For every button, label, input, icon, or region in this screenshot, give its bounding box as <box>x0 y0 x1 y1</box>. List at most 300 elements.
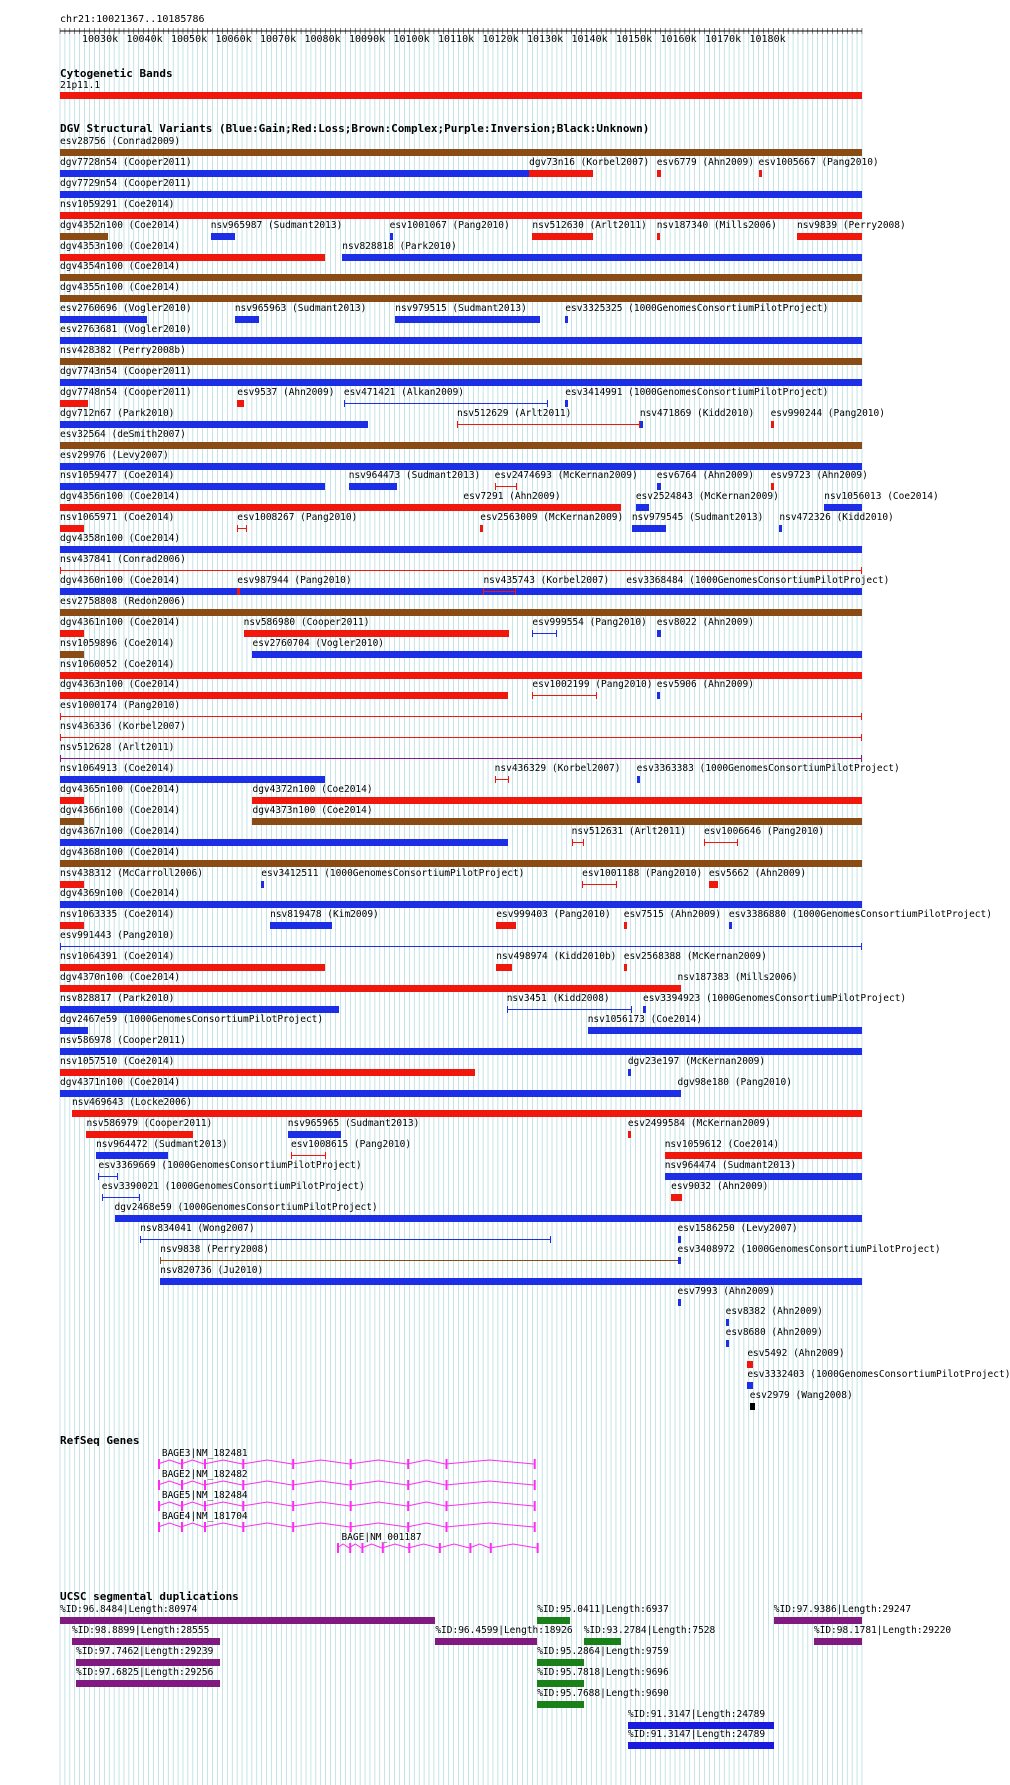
sv-bar[interactable] <box>60 254 325 261</box>
sv-label[interactable]: esv28756 (Conrad2009) <box>60 136 181 147</box>
sv-bar[interactable] <box>60 946 862 947</box>
sv-bar[interactable] <box>496 964 511 971</box>
sv-label[interactable]: dgv4372n100 (Coe2014) <box>252 783 373 795</box>
gene-label[interactable]: BAGE|NM_001187 <box>341 1532 422 1543</box>
sv-bar[interactable] <box>628 1131 631 1138</box>
sv-label[interactable]: esv5662 (Ahn2009) <box>708 867 807 879</box>
sv-bar[interactable] <box>759 170 762 177</box>
sv-bar-cap <box>98 1173 99 1180</box>
sv-label[interactable]: dgv4370n100 (Coe2014) <box>60 972 181 983</box>
sv-bar[interactable] <box>60 358 862 365</box>
sv-bar[interactable] <box>60 400 88 407</box>
sv-label[interactable]: nsv1056173 (Coe2014) <box>587 1013 703 1025</box>
sv-bar[interactable] <box>60 191 862 198</box>
sv-bar[interactable] <box>665 1173 862 1180</box>
sv-label[interactable]: esv29976 (Levy2007) <box>60 449 169 461</box>
sv-bar[interactable] <box>60 379 862 386</box>
sv-label[interactable]: nsv828817 (Park2010) <box>60 992 175 1004</box>
sv-bar[interactable] <box>60 570 862 571</box>
sv-bar[interactable] <box>582 884 617 885</box>
sv-label[interactable]: esv3368484 (1000GenomesConsortiumPilotProject) <box>626 574 890 586</box>
sv-bar[interactable] <box>160 1278 862 1285</box>
sv-bar[interactable] <box>60 1048 862 1055</box>
sv-bar[interactable] <box>60 860 862 867</box>
sv-bar[interactable] <box>643 1006 646 1013</box>
sv-bar[interactable] <box>532 233 593 240</box>
sv-bar[interactable] <box>824 504 862 511</box>
sv-bar[interactable] <box>60 797 84 804</box>
sv-label[interactable]: esv5906 (Ahn2009) <box>656 679 754 691</box>
sv-bar[interactable] <box>657 630 661 637</box>
sv-bar[interactable] <box>235 316 259 323</box>
sv-bar[interactable] <box>211 233 235 240</box>
segdup-label[interactable]: %ID:95.2864|Length:9759 <box>537 1645 669 1657</box>
sv-label[interactable]: esv1002199 (Pang2010) <box>532 679 653 691</box>
segdup-bar[interactable] <box>537 1659 584 1666</box>
sv-bar[interactable] <box>60 274 862 281</box>
cytoband-label[interactable]: 21p11.1 <box>60 80 101 91</box>
sv-bar[interactable] <box>60 1090 678 1097</box>
sv-bar[interactable] <box>60 233 108 240</box>
segdup-bar[interactable] <box>814 1638 862 1645</box>
sv-label[interactable]: dgv7728n54 (Cooper2011) <box>60 156 192 168</box>
sv-bar[interactable] <box>657 692 660 699</box>
sv-bar[interactable] <box>60 483 325 490</box>
gene-label[interactable]: BAGE5|NM_182484 <box>161 1490 248 1501</box>
sv-label[interactable]: nsv436336 (Korbel2007) <box>60 721 186 733</box>
segdup-bar[interactable] <box>60 1617 435 1624</box>
sv-label[interactable]: dgv4358n100 (Coe2014) <box>60 533 181 545</box>
segdup-label[interactable]: %ID:98.1781|Length:29220 <box>813 1624 952 1636</box>
sv-bar[interactable] <box>771 483 774 490</box>
segdup-label[interactable]: %ID:97.9386|Length:29247 <box>773 1604 912 1615</box>
sv-bar[interactable] <box>636 504 650 511</box>
sv-label[interactable]: esv3363383 (1000GenomesConsortiumPilotProject) <box>636 763 900 774</box>
sv-bar[interactable] <box>771 421 774 428</box>
sv-label[interactable]: dgv4354n100 (Coe2014) <box>60 261 181 273</box>
sv-label[interactable]: nsv965987 (Sudmant2013) <box>210 219 343 231</box>
sv-label[interactable]: nsv819478 (Kim2009) <box>270 909 379 921</box>
sv-bar[interactable] <box>678 1257 681 1264</box>
sv-label[interactable]: dgv4363n100 (Coe2014) <box>60 679 181 691</box>
sv-label[interactable]: dgv4361n100 (Coe2014) <box>60 616 181 628</box>
sv-label[interactable]: dgv2468e59 (1000GenomesConsortiumPilotProject) <box>114 1201 378 1213</box>
sv-bar[interactable] <box>160 1260 680 1261</box>
segdup-label[interactable]: %ID:93.2784|Length:7528 <box>583 1624 716 1636</box>
sv-bar[interactable] <box>588 1027 862 1034</box>
sv-bar[interactable] <box>60 1027 88 1034</box>
sv-bar[interactable] <box>678 985 681 992</box>
sv-label[interactable]: esv1008615 (Pang2010) <box>290 1139 412 1151</box>
gene-exon <box>204 1522 206 1532</box>
sv-bar[interactable] <box>60 609 862 616</box>
sv-label[interactable]: esv2763681 (Vogler2010) <box>60 324 192 336</box>
sv-bar[interactable] <box>60 922 84 929</box>
sv-bar[interactable] <box>60 525 84 532</box>
sv-label[interactable]: dgv2467e59 (1000GenomesConsortiumPilotProject) <box>60 1013 324 1025</box>
sv-bar[interactable] <box>237 400 244 407</box>
sv-label[interactable]: esv6764 (Ahn2009) <box>656 470 754 482</box>
sv-bar[interactable] <box>640 421 643 428</box>
segdup-label[interactable]: %ID:95.7818|Length:9696 <box>537 1666 669 1678</box>
sv-label[interactable]: dgv4352n100 (Coe2014) <box>60 219 181 231</box>
segdup-bar[interactable] <box>584 1638 622 1645</box>
sv-bar[interactable] <box>60 630 84 637</box>
sv-bar[interactable] <box>726 1340 729 1347</box>
sv-bar[interactable] <box>60 170 529 177</box>
segdup-bar[interactable] <box>628 1742 774 1749</box>
sv-bar[interactable] <box>678 1299 681 1306</box>
sv-bar[interactable] <box>532 695 597 696</box>
sv-bar[interactable] <box>342 254 862 261</box>
sv-label[interactable]: esv7291 (Ahn2009) <box>463 491 561 503</box>
sv-label[interactable]: nsv586979 (Cooper2011) <box>86 1118 213 1130</box>
sv-label[interactable]: esv2758808 (Redon2006) <box>60 595 186 607</box>
segdup-bar[interactable] <box>628 1722 774 1729</box>
sv-label[interactable]: nsv964473 (Sudmant2013) <box>348 470 481 482</box>
sv-label[interactable]: dgv712n67 (Park2010) <box>60 407 175 419</box>
gene-label[interactable]: BAGE2|NM_182482 <box>161 1469 248 1480</box>
sv-bar[interactable] <box>60 546 862 553</box>
sv-label[interactable]: esv2474693 (McKernan2009) <box>494 470 638 482</box>
sv-bar[interactable] <box>529 170 593 177</box>
sv-label[interactable]: esv2499584 (McKernan2009) <box>627 1118 771 1130</box>
sv-label[interactable]: dgv4368n100 (Coe2014) <box>60 846 181 858</box>
sv-bar[interactable] <box>624 964 627 971</box>
sv-label[interactable]: nsv586978 (Cooper2011) <box>60 1034 186 1046</box>
sv-bar[interactable] <box>115 1215 862 1222</box>
segdup-bar[interactable] <box>537 1617 570 1624</box>
sv-bar[interactable] <box>678 1236 681 1243</box>
sv-label[interactable]: nsv1059291 (Coe2014) <box>60 198 175 210</box>
sv-label[interactable]: dgv23e197 (McKernan2009) <box>627 1055 766 1067</box>
sv-bar[interactable] <box>344 403 548 404</box>
sv-bar[interactable] <box>628 1069 631 1076</box>
gene-exon <box>204 1459 206 1469</box>
sv-label[interactable]: esv3414991 (1000GenomesConsortiumPilotProject) <box>565 386 829 398</box>
gene-exon <box>534 1480 536 1490</box>
sv-bar[interactable] <box>60 1069 475 1076</box>
sv-bar[interactable] <box>60 881 84 888</box>
sv-label[interactable]: nsv187383 (Mills2006) <box>677 972 798 983</box>
sv-label[interactable]: nsv428382 (Perry2008b) <box>60 345 186 356</box>
sv-bar[interactable] <box>671 1194 681 1201</box>
sv-label[interactable]: esv1586250 (Levy2007) <box>677 1222 798 1234</box>
sv-bar[interactable] <box>457 424 640 425</box>
sv-bar[interactable] <box>60 964 325 971</box>
sv-bar[interactable] <box>60 212 862 219</box>
sv-bar[interactable] <box>60 692 508 699</box>
gene-exon <box>350 1522 352 1532</box>
sv-label[interactable]: esv1001188 (Pang2010) <box>582 867 703 879</box>
sv-bar[interactable] <box>252 818 862 825</box>
sv-bar[interactable] <box>678 1090 681 1097</box>
sv-bar[interactable] <box>496 922 515 929</box>
sv-label[interactable]: nsv1060052 (Coe2014) <box>60 658 175 670</box>
sv-bar[interactable] <box>390 233 393 240</box>
sv-label[interactable]: esv1008267 (Pang2010) <box>237 512 358 524</box>
segdup-label[interactable]: %ID:97.6825|Length:29256 <box>76 1666 214 1678</box>
sv-bar[interactable] <box>60 776 325 783</box>
sv-label[interactable]: esv7993 (Ahn2009) <box>677 1285 775 1297</box>
segdup-bar[interactable] <box>537 1680 584 1687</box>
sv-bar[interactable] <box>72 1110 862 1117</box>
sv-label[interactable]: nsv979515 (Sudmant2013) <box>395 303 527 315</box>
sv-bar[interactable] <box>665 1152 862 1159</box>
sv-bar[interactable] <box>729 922 732 929</box>
sv-bar[interactable] <box>60 985 678 992</box>
sv-label[interactable]: esv3386880 (1000GenomesConsortiumPilotProject) <box>728 909 992 921</box>
sv-label[interactable]: nsv437841 (Conrad2006) <box>60 554 186 565</box>
sv-label[interactable]: esv3390021 (1000GenomesConsortiumPilotProject) <box>101 1181 365 1192</box>
ruler-tick-label: 10120k <box>482 34 519 45</box>
sv-label[interactable]: esv999554 (Pang2010) <box>532 616 647 628</box>
gene-label[interactable]: BAGE3|NM_182481 <box>161 1448 248 1459</box>
sv-label[interactable]: dgv7743n54 (Cooper2011) <box>60 365 192 377</box>
sv-label[interactable]: esv1001067 (Pang2010) <box>389 219 510 231</box>
sv-label[interactable]: nsv1059477 (Coe2014) <box>60 470 175 482</box>
sv-label[interactable]: nsv586980 (Cooper2011) <box>243 616 370 628</box>
segdup-label[interactable]: %ID:98.8899|Length:28555 <box>72 1624 210 1636</box>
sv-label[interactable]: nsv965965 (Sudmant2013) <box>287 1118 420 1130</box>
sv-bar[interactable] <box>60 421 368 428</box>
sv-bar[interactable] <box>60 463 862 470</box>
sv-bar[interactable] <box>60 901 862 908</box>
sv-bar[interactable] <box>60 442 862 449</box>
sv-label[interactable]: esv6779 (Ahn2009) <box>656 156 754 168</box>
sv-bar[interactable] <box>624 922 627 929</box>
sv-label[interactable]: dgv4371n100 (Coe2014) <box>60 1076 181 1088</box>
segdup-bar[interactable] <box>435 1638 537 1645</box>
segdup-bar[interactable] <box>774 1617 862 1624</box>
sv-bar[interactable] <box>626 588 629 595</box>
sv-bar[interactable] <box>60 651 84 658</box>
sv-label[interactable]: esv991443 (Pang2010) <box>60 930 175 942</box>
sv-label[interactable]: esv2760696 (Vogler2010) <box>60 303 192 315</box>
sv-bar[interactable] <box>726 1319 729 1326</box>
gene-exon <box>350 1459 352 1469</box>
sv-bar[interactable] <box>349 483 397 490</box>
sv-label[interactable]: dgv73n16 (Korbel2007) <box>529 156 650 168</box>
sv-label[interactable]: nsv471869 (Kidd2010) <box>639 407 755 419</box>
segdup-bar[interactable] <box>76 1659 220 1666</box>
sv-label[interactable]: nsv1059896 (Coe2014) <box>60 637 175 649</box>
sv-bar[interactable] <box>480 525 483 532</box>
sv-bar[interactable] <box>60 716 862 717</box>
sv-label[interactable]: nsv1064913 (Coe2014) <box>60 763 175 774</box>
sv-label[interactable]: nsv438312 (McCarroll2006) <box>60 867 203 879</box>
sv-label[interactable]: nsv472326 (Kidd2010) <box>779 512 894 524</box>
sv-bar[interactable] <box>261 881 264 888</box>
segdup-label[interactable]: %ID:95.7688|Length:9690 <box>537 1687 669 1699</box>
sv-label[interactable]: nsv964472 (Sudmant2013) <box>96 1139 228 1151</box>
sv-bar[interactable] <box>60 758 862 759</box>
sv-label[interactable]: esv32564 (deSmith2007) <box>60 428 186 440</box>
sv-bar[interactable] <box>60 337 862 344</box>
segdup-bar[interactable] <box>537 1701 584 1708</box>
sv-bar[interactable] <box>270 922 332 929</box>
sv-label[interactable]: esv9537 (Ahn2009) <box>237 386 335 398</box>
sv-bar[interactable] <box>495 779 509 780</box>
sv-label[interactable]: esv1000174 (Pang2010) <box>60 700 181 712</box>
sv-label[interactable]: dgv4360n100 (Coe2014) <box>60 574 181 586</box>
sv-label[interactable]: esv3394923 (1000GenomesConsortiumPilotProject) <box>643 992 907 1004</box>
sv-label[interactable]: dgv98e180 (Pang2010) <box>677 1076 792 1088</box>
sv-bar[interactable] <box>797 233 862 240</box>
sv-label[interactable]: nsv512630 (Arlt2011) <box>532 219 647 231</box>
sv-label[interactable]: esv2563009 (McKernan2009) <box>480 512 624 524</box>
sv-label[interactable]: esv8022 (Ahn2009) <box>656 616 754 628</box>
sv-bar[interactable] <box>637 776 640 783</box>
sv-bar[interactable] <box>657 233 660 240</box>
segdup-label[interactable]: %ID:97.7462|Length:29239 <box>76 1645 214 1657</box>
sv-label[interactable]: nsv964474 (Sudmant2013) <box>664 1160 797 1172</box>
gene-model[interactable] <box>337 1542 545 1554</box>
sv-label[interactable]: nsv436329 (Korbel2007) <box>494 763 621 774</box>
sv-bar[interactable] <box>565 400 568 407</box>
sv-bar[interactable] <box>60 588 862 595</box>
gene-exon <box>537 1543 539 1553</box>
sv-bar[interactable] <box>779 525 782 532</box>
sv-label[interactable]: nsv820736 (Ju2010) <box>160 1264 264 1276</box>
sv-bar[interactable] <box>704 842 738 843</box>
sv-bar[interactable] <box>60 316 147 323</box>
sv-bar[interactable] <box>395 316 539 323</box>
sv-label[interactable]: esv2979 (Wang2008) <box>749 1390 853 1401</box>
sv-label[interactable]: nsv1064391 (Coe2014) <box>60 951 175 963</box>
sv-label[interactable]: esv9032 (Ahn2009) <box>671 1181 769 1192</box>
sv-label[interactable]: nsv9838 (Perry2008) <box>160 1243 269 1255</box>
sv-bar[interactable] <box>86 1131 193 1138</box>
sv-bar[interactable] <box>102 1197 140 1198</box>
sv-bar[interactable] <box>463 504 469 511</box>
sv-label[interactable]: esv1005667 (Pang2010) <box>758 156 879 168</box>
sv-label[interactable]: esv3412511 (1000GenomesConsortiumPilotProject) <box>261 867 525 879</box>
sv-label[interactable]: nsv828818 (Park2010) <box>342 240 457 252</box>
sv-bar[interactable] <box>244 630 509 637</box>
sv-label[interactable]: nsv979545 (Sudmant2013) <box>631 512 764 524</box>
sv-label[interactable]: dgv4353n100 (Coe2014) <box>60 240 181 252</box>
sv-label[interactable]: nsv512631 (Arlt2011) <box>571 825 687 837</box>
sv-label[interactable]: esv987944 (Pang2010) <box>237 574 352 586</box>
sv-label[interactable]: esv2524843 (McKernan2009) <box>635 491 779 503</box>
segdup-label[interactable]: %ID:96.8484|Length:80974 <box>60 1604 198 1615</box>
sv-label[interactable]: nsv469643 (Locke2006) <box>72 1097 193 1109</box>
segdup-bar[interactable] <box>72 1638 220 1645</box>
sv-label[interactable]: esv1006646 (Pang2010) <box>704 825 825 837</box>
gene-exon <box>409 1543 411 1553</box>
sv-bar[interactable] <box>140 1239 551 1240</box>
segdup-bar[interactable] <box>76 1680 220 1687</box>
gene-label[interactable]: BAGE4|NM_181704 <box>161 1511 248 1522</box>
sv-label[interactable]: esv9723 (Ahn2009) <box>770 470 868 482</box>
sv-label[interactable]: esv8382 (Ahn2009) <box>725 1306 823 1318</box>
sv-bar[interactable] <box>60 1006 339 1013</box>
sv-label[interactable]: nsv512629 (Arlt2011) <box>456 407 572 419</box>
sv-label[interactable]: esv5492 (Ahn2009) <box>747 1348 845 1360</box>
segdup-label[interactable]: %ID:96.4599|Length:18926 <box>435 1624 573 1636</box>
sv-label[interactable]: esv8680 (Ahn2009) <box>725 1327 823 1339</box>
sv-bar[interactable] <box>632 525 666 532</box>
sv-label[interactable]: nsv435743 (Korbel2007) <box>483 574 610 586</box>
sv-bar[interactable] <box>483 591 516 592</box>
sv-label[interactable]: nsv1059612 (Coe2014) <box>664 1139 780 1151</box>
sv-bar[interactable] <box>495 486 517 487</box>
sv-bar[interactable] <box>532 633 557 634</box>
sv-label[interactable]: nsv498974 (Kidd2010b) <box>496 951 617 963</box>
segdup-label[interactable]: %ID:95.0411|Length:6937 <box>537 1604 669 1615</box>
sv-label[interactable]: dgv4365n100 (Coe2014) <box>60 783 181 795</box>
sv-label[interactable]: esv7515 (Ahn2009) <box>623 909 722 921</box>
sv-bar[interactable] <box>60 839 508 846</box>
sv-label[interactable]: esv2568388 (McKernan2009) <box>623 951 767 963</box>
sv-label[interactable]: nsv512628 (Arlt2011) <box>60 742 175 754</box>
sv-label[interactable]: esv990244 (Pang2010) <box>770 407 885 419</box>
sv-bar[interactable] <box>60 149 862 156</box>
sv-bar[interactable] <box>747 1382 753 1389</box>
sv-bar[interactable] <box>60 295 862 302</box>
sv-bar[interactable] <box>237 588 240 595</box>
sv-label[interactable]: dgv4373n100 (Coe2014) <box>252 804 373 816</box>
sv-bar[interactable] <box>709 881 718 888</box>
sv-label[interactable]: nsv965963 (Sudmant2013) <box>234 303 367 315</box>
sv-label[interactable]: nsv187340 (Mills2006) <box>656 219 777 231</box>
sv-bar-cap <box>237 525 238 532</box>
sv-bar[interactable] <box>565 316 568 323</box>
sv-label[interactable]: esv471421 (Alkan2009) <box>343 386 465 398</box>
sv-bar[interactable] <box>747 1361 753 1368</box>
sv-bar[interactable] <box>60 737 862 738</box>
sv-label[interactable]: dgv4355n100 (Coe2014) <box>60 282 181 294</box>
sv-bar[interactable] <box>60 504 621 511</box>
sv-bar[interactable] <box>507 1009 632 1010</box>
sv-label[interactable]: dgv4366n100 (Coe2014) <box>60 804 181 816</box>
sv-bar[interactable] <box>96 1152 168 1159</box>
sv-bar[interactable] <box>291 1155 326 1156</box>
sv-bar[interactable] <box>252 797 862 804</box>
segdup-label[interactable]: %ID:91.3147|Length:24789 <box>627 1708 766 1720</box>
sv-label[interactable]: esv2760704 (Vogler2010) <box>252 637 385 649</box>
sv-label[interactable]: nsv1056013 (Coe2014) <box>824 491 939 503</box>
sv-label[interactable]: esv3408972 (1000GenomesConsortiumPilotProject) <box>677 1243 941 1255</box>
sv-label[interactable]: nsv834041 (Wong2007) <box>140 1222 255 1234</box>
sv-label[interactable]: nsv1063335 (Coe2014) <box>60 909 175 921</box>
sv-label[interactable]: dgv7729n54 (Cooper2011) <box>60 177 192 189</box>
sv-label[interactable]: dgv4356n100 (Coe2014) <box>60 491 181 503</box>
sv-bar[interactable] <box>288 1131 341 1138</box>
sv-bar[interactable] <box>60 672 862 679</box>
sv-label[interactable]: dgv4367n100 (Coe2014) <box>60 825 181 837</box>
sv-bar[interactable] <box>252 651 862 658</box>
sv-label[interactable]: dgv4369n100 (Coe2014) <box>60 888 181 900</box>
sv-bar[interactable] <box>98 1176 117 1177</box>
sv-label[interactable]: esv3369669 (1000GenomesConsortiumPilotProject) <box>98 1160 362 1172</box>
segdup-label[interactable]: %ID:91.3147|Length:24789 <box>627 1729 766 1741</box>
sv-bar[interactable] <box>657 483 661 490</box>
sv-label[interactable]: nsv1057510 (Coe2014) <box>60 1055 175 1067</box>
sv-label[interactable]: nsv1065971 (Coe2014) <box>60 512 175 524</box>
sv-label[interactable]: dgv7748n54 (Cooper2011) <box>60 386 192 398</box>
sv-label[interactable]: nsv3451 (Kidd2008) <box>506 992 610 1004</box>
sv-bar[interactable] <box>750 1403 755 1410</box>
sv-label[interactable]: esv3325325 (1000GenomesConsortiumPilotProject) <box>565 303 829 315</box>
sv-bar[interactable] <box>657 170 661 177</box>
sv-bar[interactable] <box>60 818 84 825</box>
sv-label[interactable]: nsv9839 (Perry2008) <box>797 219 906 231</box>
sv-label[interactable]: esv999403 (Pang2010) <box>496 909 611 921</box>
cytoband-bar[interactable] <box>60 92 862 99</box>
sv-label[interactable]: esv3332403 (1000GenomesConsortiumPilotProject) <box>747 1369 1010 1381</box>
